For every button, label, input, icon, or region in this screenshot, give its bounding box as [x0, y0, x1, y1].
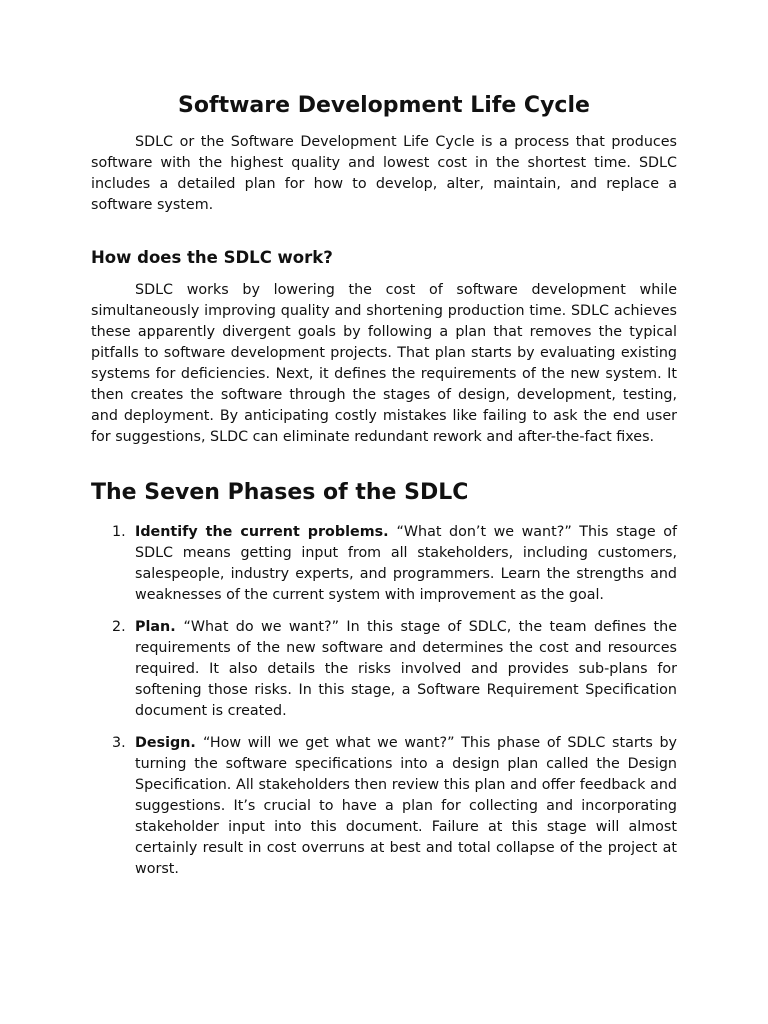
phases-heading: The Seven Phases of the SDLC — [91, 480, 469, 505]
intro-paragraph: SDLC or the Software Development Life Cycle is a process that produces software with the highest quality and lowest cost in the shortest time. SDLC includes a detailed plan for how to develop, alter, maintain, and replace a software system. — [91, 134, 677, 213]
how-paragraph: SDLC works by lowering the cost of software development while simultaneously improving quality and shortening production time. SDLC achieves these apparently divergent goals by following a plan that removes the typical pitfalls to software development projects. That plan starts by evaluating existing systems for deficiencies. Next, it defines the requirements of the new system. It then creates the software through the stages of design, development, testing, and deployment. By anticipating costly mistakes like failing to ask the end user for suggestions, SLDC can eliminate redundant rework and after-the-fact fixes. — [91, 282, 677, 445]
list-item-number: 1. — [112, 524, 126, 540]
list-item — [91, 617, 677, 722]
list-item-text: “How will we get what we want?” This phase of SDLC starts by turning the software specifications into a design plan called the Design Specification. All stakeholders then review this plan and offer feedback and suggestions. It’s crucial to have a plan for collecting and incorporating stakeholder input into this document. Failure at this stage will almost certainly result in cost overruns at best and total collapse of the project at worst. — [135, 735, 677, 877]
phases-list — [91, 522, 677, 880]
list-item-name: Identify the current problems. — [135, 524, 397, 540]
list-item-name: Plan. — [135, 619, 184, 635]
list-item-text: “What don’t we want?” This stage of SDLC means getting input from all stakeholders, including customers, salespeople, industry experts, and programmers. Learn the strengths and weaknesses of the current system with improvement as the goal. — [135, 524, 677, 603]
list-item-number: 3. — [112, 735, 126, 751]
list-item — [91, 522, 677, 606]
list-item-name: Design. — [135, 735, 203, 751]
document-title: Software Development Life Cycle — [178, 93, 590, 118]
list-item-number: 2. — [112, 619, 126, 635]
list-item — [91, 733, 677, 880]
how-heading: How does the SDLC work? — [91, 248, 333, 267]
list-item-text: “What do we want?” In this stage of SDLC, the team defines the requirements of the new software and determines the cost and resources required. It also details the risks involved and provides sub-plans for softening those risks. In this stage, a Software Requirement Specification document is created. — [135, 619, 677, 719]
